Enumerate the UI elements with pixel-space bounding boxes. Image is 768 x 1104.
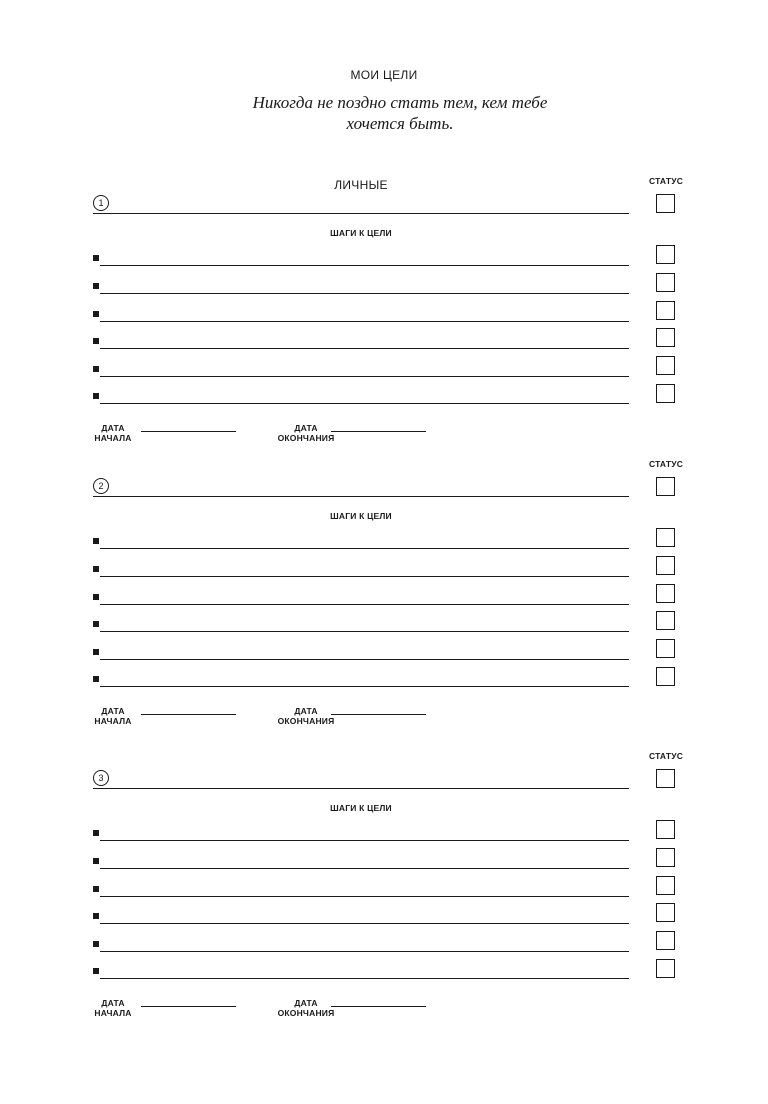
step-status-checkbox[interactable] — [656, 903, 675, 922]
step-status-checkbox[interactable] — [656, 639, 675, 658]
step-input-line[interactable] — [100, 868, 629, 869]
step-bullet — [93, 886, 99, 892]
step-bullet — [93, 594, 99, 600]
step-input-line[interactable] — [100, 631, 629, 632]
step-status-checkbox[interactable] — [656, 245, 675, 264]
goal-input-line[interactable] — [93, 496, 629, 497]
step-input-line[interactable] — [100, 376, 629, 377]
quote-line-2: хочется быть. — [346, 114, 454, 133]
step-status-checkbox[interactable] — [656, 356, 675, 375]
end-date-input-line[interactable] — [331, 1006, 426, 1007]
step-input-line[interactable] — [100, 348, 629, 349]
goal-input-line[interactable] — [93, 788, 629, 789]
goal-status-checkbox[interactable] — [656, 477, 675, 496]
step-input-line[interactable] — [100, 321, 629, 322]
motivational-quote — [200, 92, 600, 134]
step-input-line[interactable] — [100, 659, 629, 660]
step-status-checkbox[interactable] — [656, 584, 675, 603]
step-input-line[interactable] — [100, 548, 629, 549]
step-status-checkbox[interactable] — [656, 959, 675, 978]
quote-line-1: Никогда не поздно стать тем, кем тебе — [252, 93, 548, 112]
step-bullet — [93, 566, 99, 572]
step-status-checkbox[interactable] — [656, 848, 675, 867]
step-input-line[interactable] — [100, 403, 629, 404]
step-input-line[interactable] — [100, 293, 629, 294]
step-bullet — [93, 393, 99, 399]
end-date-label — [276, 423, 336, 443]
step-input-line[interactable] — [100, 923, 629, 924]
end-date-label-line2: ОКОНЧАНИЯ — [277, 433, 335, 443]
steps-label: ШАГИ К ЦЕЛИ — [330, 511, 392, 521]
status-label: СТАТУС — [648, 751, 684, 761]
start-date-label-line2: НАЧАЛА — [94, 716, 132, 726]
step-status-checkbox[interactable] — [656, 328, 675, 347]
step-bullet — [93, 913, 99, 919]
step-bullet — [93, 649, 99, 655]
step-bullet — [93, 830, 99, 836]
end-date-label — [276, 706, 336, 726]
step-bullet — [93, 676, 99, 682]
step-status-checkbox[interactable] — [656, 528, 675, 547]
step-input-line[interactable] — [100, 951, 629, 952]
start-date-input-line[interactable] — [141, 714, 236, 715]
start-date-label-line2: НАЧАЛА — [94, 1008, 132, 1018]
step-status-checkbox[interactable] — [656, 556, 675, 575]
start-date-input-line[interactable] — [141, 1006, 236, 1007]
step-bullet — [93, 968, 99, 974]
start-date-label — [93, 706, 133, 726]
step-input-line[interactable] — [100, 686, 629, 687]
step-bullet — [93, 858, 99, 864]
step-status-checkbox[interactable] — [656, 301, 675, 320]
goal-status-checkbox[interactable] — [656, 769, 675, 788]
start-date-label-line1: ДАТА — [101, 998, 125, 1008]
start-date-label-line2: НАЧАЛА — [94, 433, 132, 443]
step-input-line[interactable] — [100, 576, 629, 577]
end-date-label-line1: ДАТА — [294, 998, 318, 1008]
steps-label: ШАГИ К ЦЕЛИ — [330, 228, 392, 238]
step-status-checkbox[interactable] — [656, 876, 675, 895]
end-date-input-line[interactable] — [331, 431, 426, 432]
step-input-line[interactable] — [100, 896, 629, 897]
step-status-checkbox[interactable] — [656, 931, 675, 950]
start-date-label-line1: ДАТА — [101, 423, 125, 433]
steps-label: ШАГИ К ЦЕЛИ — [330, 803, 392, 813]
goal-number-badge: 3 — [93, 770, 109, 786]
end-date-label — [276, 998, 336, 1018]
step-input-line[interactable] — [100, 978, 629, 979]
step-status-checkbox[interactable] — [656, 820, 675, 839]
status-label: СТАТУС — [648, 459, 684, 469]
status-label: СТАТУС — [648, 176, 684, 186]
page-title: МОИ ЦЕЛИ — [350, 68, 418, 82]
step-bullet — [93, 311, 99, 317]
step-bullet — [93, 941, 99, 947]
end-date-label-line1: ДАТА — [294, 423, 318, 433]
step-bullet — [93, 255, 99, 261]
end-date-input-line[interactable] — [331, 714, 426, 715]
start-date-label-line1: ДАТА — [101, 706, 125, 716]
step-bullet — [93, 366, 99, 372]
step-status-checkbox[interactable] — [656, 384, 675, 403]
step-bullet — [93, 338, 99, 344]
step-bullet — [93, 283, 99, 289]
goal-status-checkbox[interactable] — [656, 194, 675, 213]
step-status-checkbox[interactable] — [656, 667, 675, 686]
end-date-label-line2: ОКОНЧАНИЯ — [277, 716, 335, 726]
step-bullet — [93, 538, 99, 544]
start-date-input-line[interactable] — [141, 431, 236, 432]
start-date-label — [93, 998, 133, 1018]
goal-number-badge: 1 — [93, 195, 109, 211]
category-heading: ЛИЧНЫЕ — [334, 178, 388, 192]
step-input-line[interactable] — [100, 604, 629, 605]
start-date-label — [93, 423, 133, 443]
step-status-checkbox[interactable] — [656, 273, 675, 292]
step-status-checkbox[interactable] — [656, 611, 675, 630]
step-input-line[interactable] — [100, 840, 629, 841]
end-date-label-line2: ОКОНЧАНИЯ — [277, 1008, 335, 1018]
goal-number-badge: 2 — [93, 478, 109, 494]
goal-input-line[interactable] — [93, 213, 629, 214]
step-input-line[interactable] — [100, 265, 629, 266]
step-bullet — [93, 621, 99, 627]
end-date-label-line1: ДАТА — [294, 706, 318, 716]
